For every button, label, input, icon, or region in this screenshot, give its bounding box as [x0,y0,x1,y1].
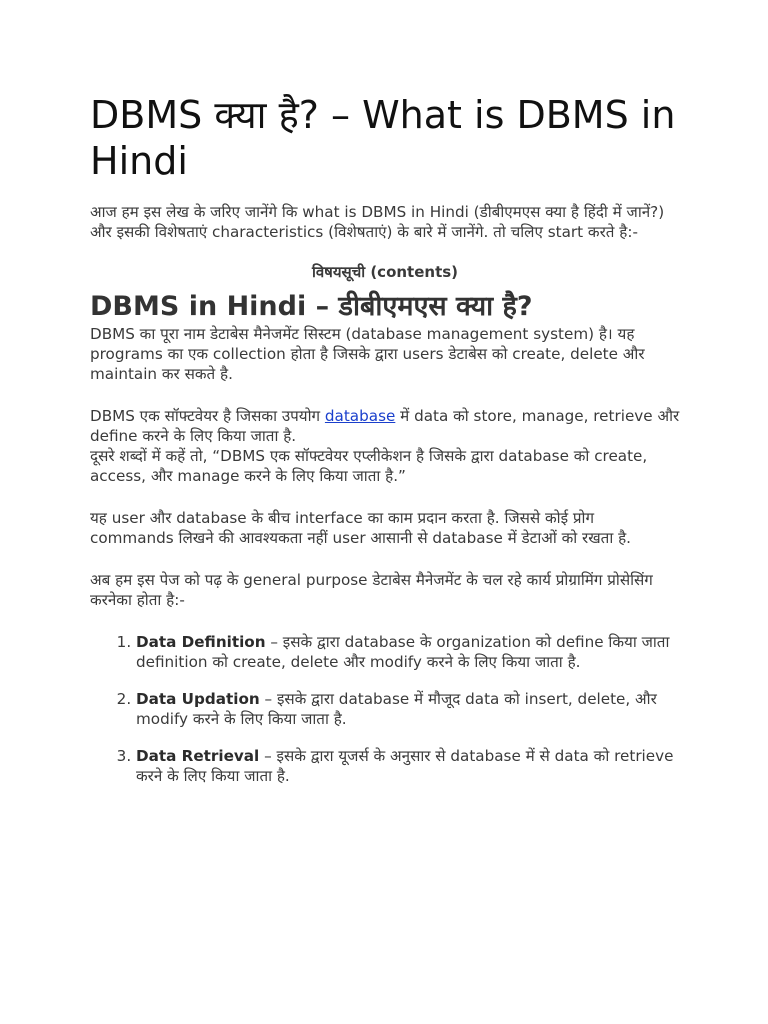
functions-intro-paragraph: अब हम इस पेज को पढ़ के general purpose डेटाबेस मैनेजमेंट के चल रहे कार्य प्रोग्रामिंग प्रोसेसिंग करनेका होता है:- [90,571,653,609]
software-paragraph [90,406,680,446]
intro-paragraph: आज हम इस लेख के जरिए जानेंगे कि what is DBMS in Hindi (डीबीएमएस क्या है हिंदी में जानें?) और इसकी विशेषताएं characteristics (विशेषताएं) के बारे में जानेंगे. तो चलिए start करते है:- [90,203,665,241]
database-link[interactable]: database [324,407,396,425]
table-of-contents-toggle[interactable]: विषयसूची (contents) [311,263,459,281]
functions-list [90,632,680,786]
software-paragraph-text-end: में data को store, manage, retrieve और define करने के लिए किया जाता है. [90,407,680,445]
software-paragraph-text-start: DBMS एक सॉफ्टवेयर है जिसका उपयोग [90,407,325,425]
function-description: – इसके द्वारा database के organization को define किया जाता definition को create, delete और modify करने के लिए किया जाता है. [136,633,670,671]
interface-paragraph: यह user और database के बीच interface का काम प्रदान करता है. जिससे कोई प्रोग commands लिखने की आवश्यकता नहीं user आसानी से database में डेटाओं को रखता है. [90,509,631,547]
list-item [136,632,680,672]
quote-paragraph: दूसरे शब्दों में कहें तो, “DBMS एक सॉफ्टवेयर एप्लीकेशन है जिसके द्वारा database को create, access, और manage करने के लिए किया जाता है.” [90,447,648,485]
definition-paragraph: DBMS का पूरा नाम डेटाबेस मैनेजमेंट सिस्टम (database management system) है। यह programs का एक collection होता है जिसके द्वारा users डेटाबेस को create, delete और maintain कर सकते है. [90,325,645,383]
section-heading: DBMS in Hindi – डीबीएमएस क्या है? [90,291,533,322]
list-item [136,746,680,786]
function-term: Data Definition [136,633,266,651]
function-term: Data Updation [136,690,260,708]
article-title: DBMS क्या है? – What is DBMS in Hindi [90,93,676,183]
function-term: Data Retrieval [136,747,260,765]
function-description: – इसके द्वारा database में मौजूद data को insert, delete, और modify करने के लिए किया जाता है. [136,690,657,728]
list-item [136,689,680,729]
function-description: – इसके द्वारा यूजर्स के अनुसार से database में से data को retrieve करने के लिए किया जाता है. [136,747,674,785]
